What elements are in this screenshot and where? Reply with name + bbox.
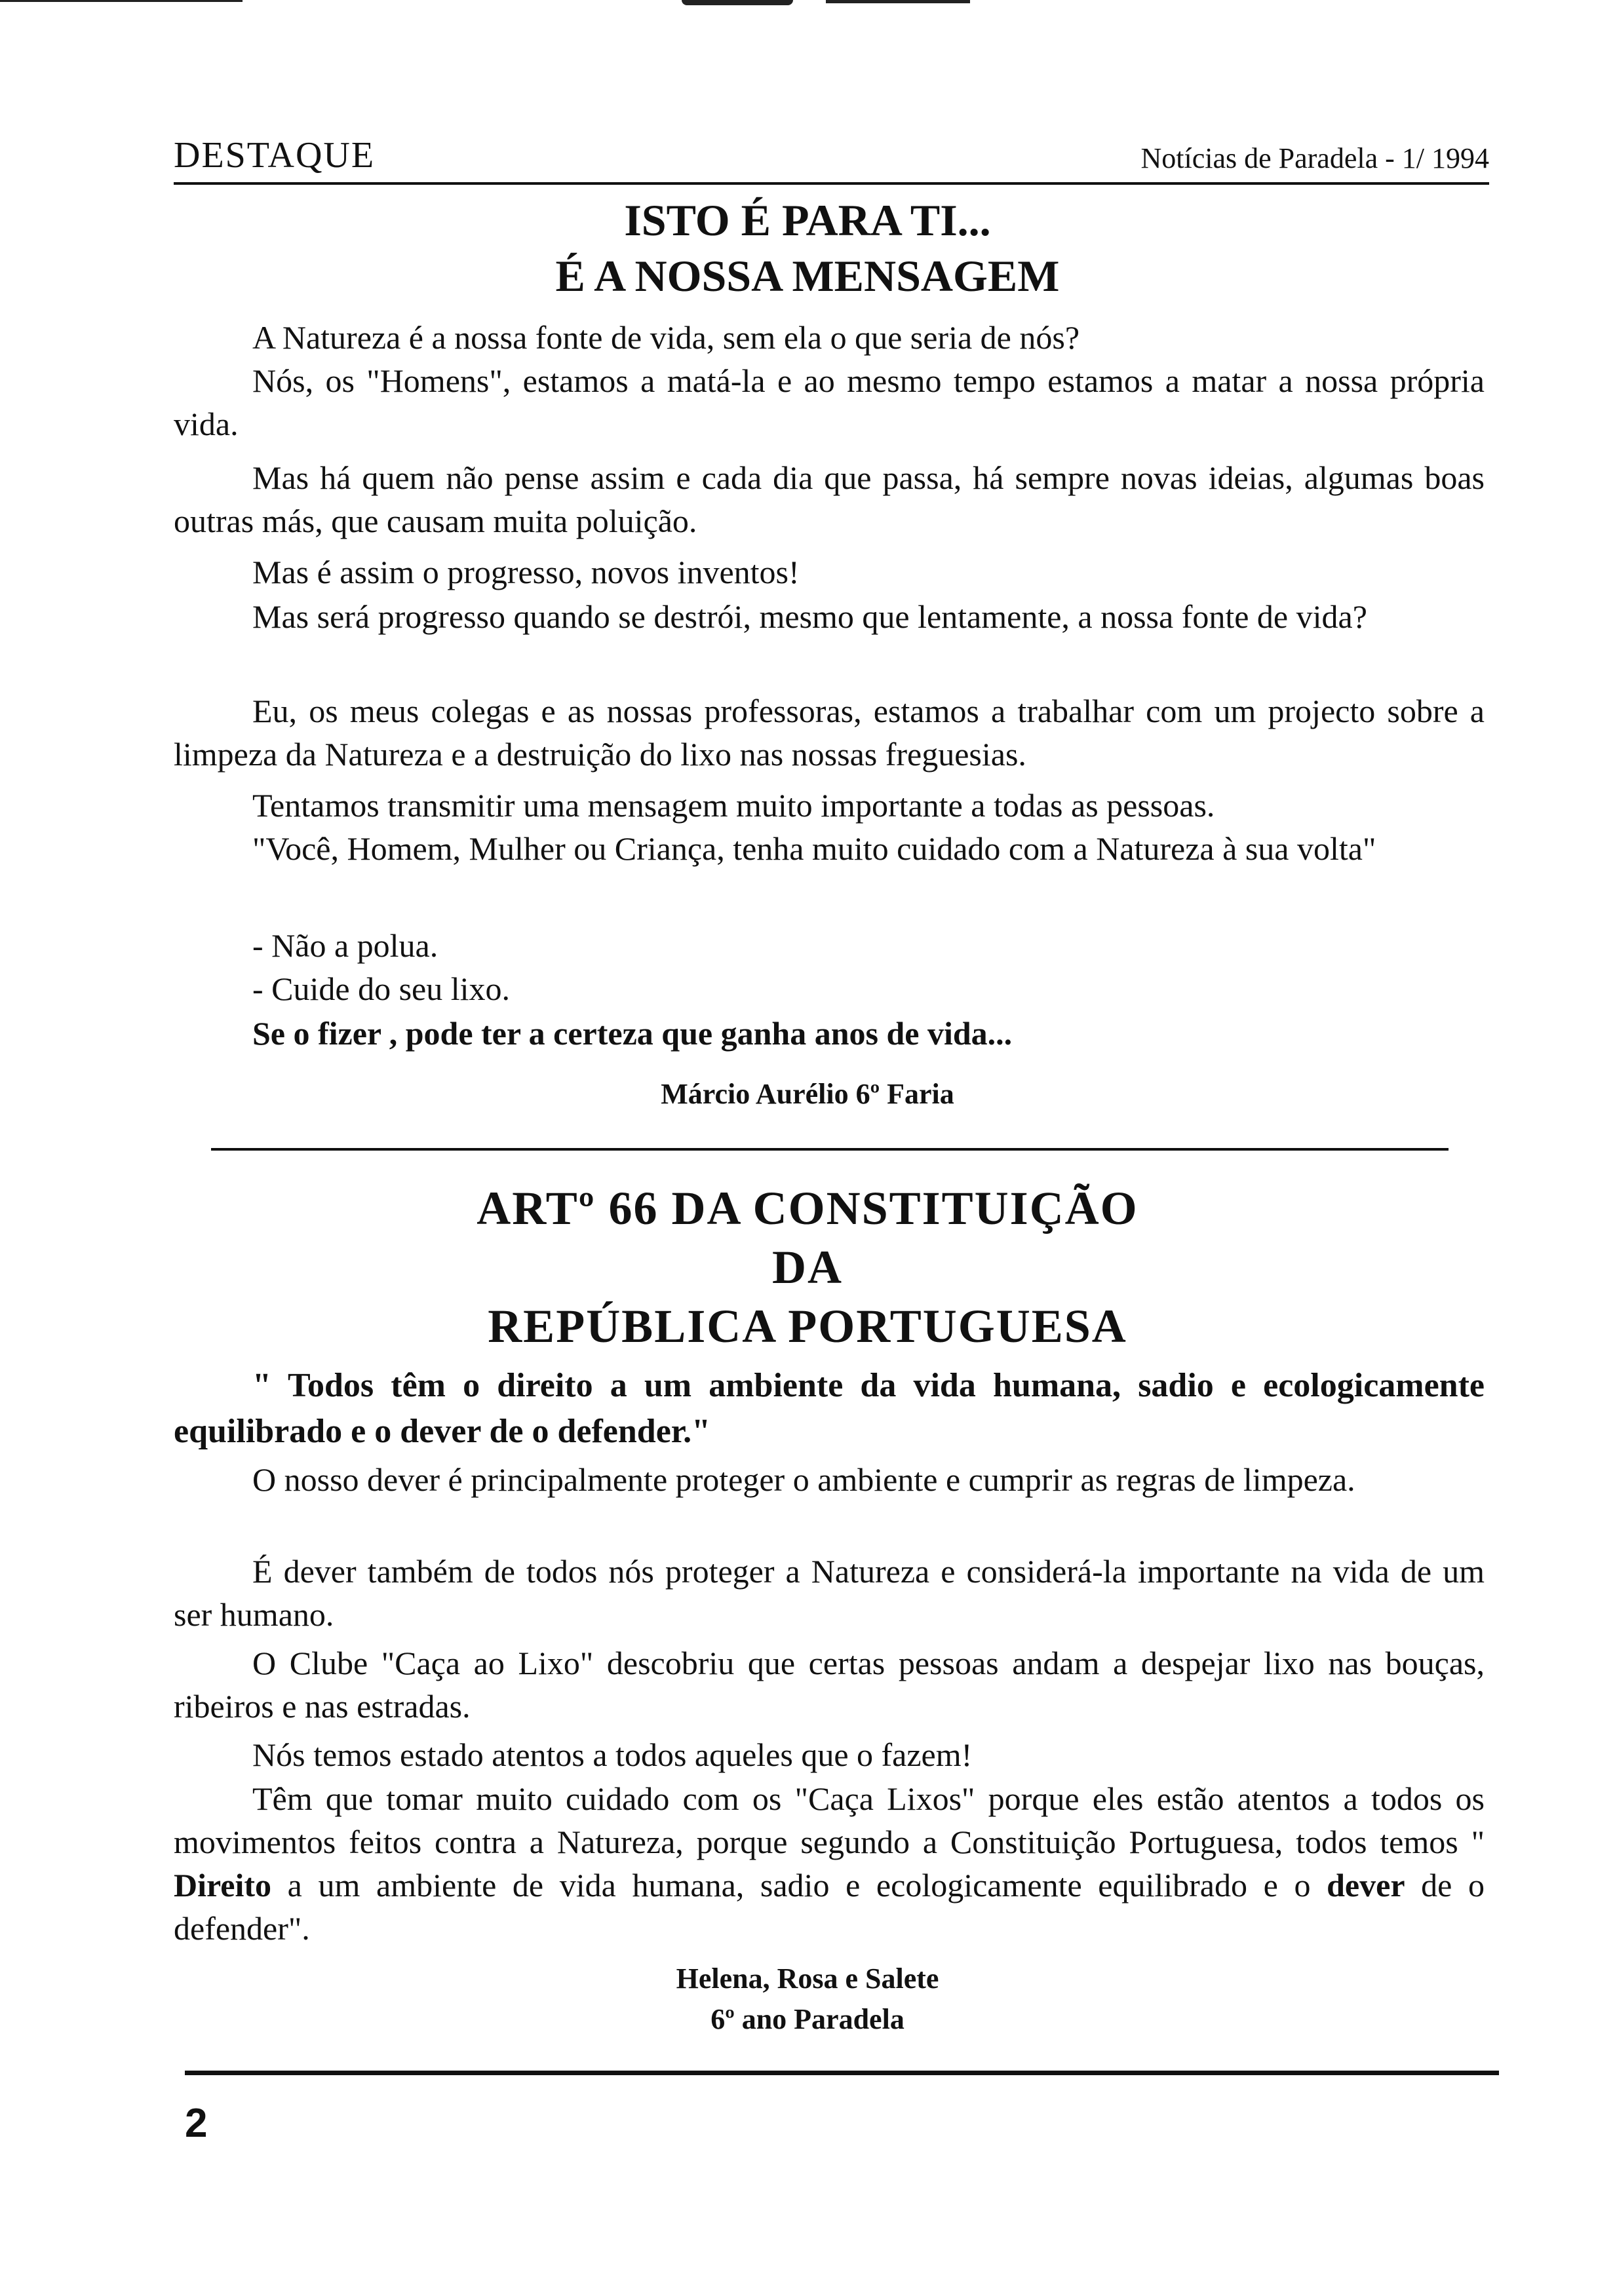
article2-title-line1: ARTº 66 DA CONSTITUIÇÃO — [477, 1182, 1138, 1234]
article1-closing — [174, 1012, 1485, 1055]
article1-paragraph-1 — [174, 316, 1485, 359]
article2-paragraph-4 — [174, 1733, 1485, 1776]
article1-paragraph-5 — [174, 595, 1485, 638]
article2-paragraph-3 — [174, 1641, 1485, 1728]
article1-paragraph-2-text: Nós, os "Homens", estamos a matá-la e ao mesmo tempo estamos a matar a nossa própria vida. — [174, 362, 1485, 442]
article2-paragraph-5-bold-b: dever — [1327, 1867, 1405, 1904]
article2-title-line2: DA — [772, 1241, 843, 1293]
article1-paragraph-1-text: A Natureza é a nossa fonte de vida, sem ela o que seria de nós? — [252, 319, 1080, 356]
article1-paragraph-4 — [174, 550, 1485, 594]
scan-artifact-center — [682, 0, 793, 5]
section-label: DESTAQUE — [174, 135, 376, 176]
article1-paragraph-9-text: - Não a polua. — [252, 927, 438, 964]
article1-paragraph-10 — [174, 967, 1485, 1010]
article2-paragraph-1-text: O nosso dever é principalmente proteger o ambiente e cumprir as regras de limpeza. — [252, 1461, 1355, 1498]
scan-artifact-right — [826, 0, 970, 3]
article1-author: Márcio Aurélio 6º Faria — [661, 1078, 954, 1110]
article2-authors: Helena, Rosa e Salete — [676, 1962, 939, 1995]
publication-label: Notícias de Paradela - 1/ 1994 — [1140, 142, 1489, 174]
article2-paragraph-5-bold-a: Direito — [174, 1867, 272, 1904]
article2-quote-text: " Todos têm o direito a um ambiente da vida humana, sadio e ecologicamente equilibrado e o dever de o defender." — [174, 1367, 1485, 1450]
article1-paragraph-8-text: "Você, Homem, Mulher ou Criança, tenha muito cuidado com a Natureza à sua volta" — [252, 830, 1376, 867]
footer-rule — [185, 2071, 1499, 2075]
article1-title-line1: ISTO É PARA TI... — [624, 195, 991, 245]
article1-paragraph-7 — [174, 784, 1485, 827]
article1-paragraph-2 — [174, 359, 1485, 446]
article1-paragraph-7-text: Tentamos transmitir uma mensagem muito importante a todas as pessoas. — [252, 787, 1215, 824]
article2-paragraph-5-text-b: a um ambiente de vida humana, sadio e ecologicamente equilibrado e o — [271, 1867, 1327, 1904]
article2-paragraph-5-text-c: de o defender". — [174, 1867, 1485, 1947]
scan-artifact-left — [0, 0, 243, 2]
article1-paragraph-6-text: Eu, os meus colegas e as nossas professoras, estamos a trabalhar com um projecto sobre a limpeza da Natureza e a destruição do lixo nas nossas freguesias. — [174, 693, 1485, 773]
article2-paragraph-1 — [174, 1458, 1485, 1501]
article1-paragraph-8 — [174, 827, 1485, 870]
article2-title-line3: REPÚBLICA PORTUGUESA — [488, 1300, 1127, 1352]
article1-title-line2: É A NOSSA MENSAGEM — [555, 251, 1060, 301]
article2-quote — [174, 1363, 1485, 1455]
article1-paragraph-3-text: Mas há quem não pense assim e cada dia que passa, há sempre novas ideias, algumas boas outras más, que causam muita poluição. — [174, 459, 1485, 539]
article2-paragraph-3-text: O Clube "Caça ao Lixo" descobriu que certas pessoas andam a despejar lixo nas bouças, ribeiros e nas estradas. — [174, 1645, 1485, 1725]
article1-paragraph-6 — [174, 689, 1485, 776]
article2-authors-class: 6º ano Paradela — [710, 2003, 905, 2035]
article1-paragraph-9 — [174, 924, 1485, 967]
article2-paragraph-2-text: É dever também de todos nós proteger a Natureza e considerá-la importante na vida de um ser humano. — [174, 1553, 1485, 1633]
article2-paragraph-4-text: Nós temos estado atentos a todos aqueles que o fazem! — [252, 1736, 973, 1773]
article1-paragraph-10-text: - Cuide do seu lixo. — [252, 970, 511, 1007]
article1-closing-text: Se o fizer , pode ter a certeza que ganha anos de vida... — [252, 1015, 1013, 1052]
page-number: 2 — [185, 2101, 208, 2146]
page-header — [174, 134, 1489, 180]
article1-paragraph-4-text: Mas é assim o progresso, novos inventos! — [252, 554, 800, 590]
article1-paragraph-3 — [174, 456, 1485, 543]
article2-paragraph-2 — [174, 1550, 1485, 1636]
article2-paragraph-5-text-a: Têm que tomar muito cuidado com os "Caça Lixos" porque eles estão atentos a todos os movimentos feitos contra a Natureza, porque segundo a Constituição Portuguesa, todos temos " — [174, 1780, 1485, 1860]
header-rule — [174, 182, 1489, 185]
article1-paragraph-5-text: Mas será progresso quando se destrói, mesmo que lentamente, a nossa fonte de vida? — [252, 598, 1367, 635]
section-divider — [211, 1148, 1449, 1151]
article2-paragraph-5 — [174, 1777, 1485, 1950]
